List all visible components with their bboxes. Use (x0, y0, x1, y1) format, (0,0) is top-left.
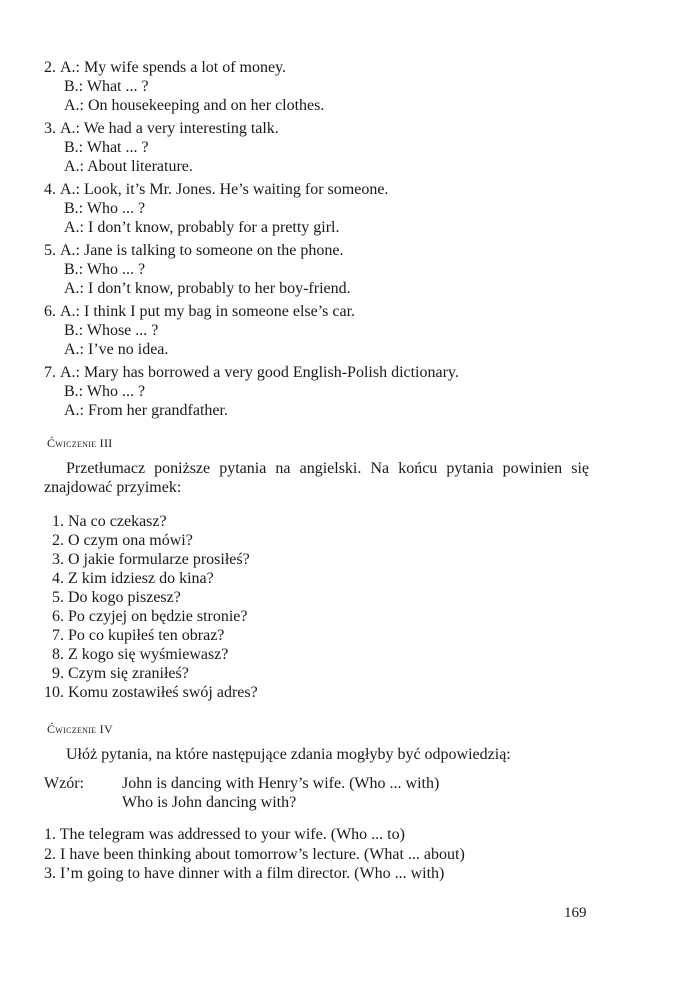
list-item: 6. Po czyjej on będzie stronie? (52, 608, 248, 625)
dialogue-line: 3. A.: We had a very interesting talk. (44, 120, 279, 137)
dialogue-line: B.: Who ... ? (64, 200, 146, 217)
dialogue-line: 2. A.: My wife spends a lot of money. (44, 59, 287, 76)
example-sentence: John is dancing with Henry’s wife. (Who ... with) (122, 775, 440, 792)
dialogue-line: B.: What ... ? (64, 78, 149, 95)
dialogue-line: B.: Who ... ? (64, 383, 146, 400)
list-item: 2. O czym ona mówi? (52, 532, 193, 549)
page-number: 169 (564, 905, 587, 921)
example-label: Wzór: (44, 775, 84, 792)
list-item: 8. Z kogo się wyśmiewasz? (52, 646, 229, 663)
list-item: 7. Po co kupiłeś ten obraz? (52, 627, 225, 644)
dialogue-line: A.: About literature. (64, 158, 193, 175)
dialogue-line: A.: I don’t know, probably for a pretty girl. (64, 219, 340, 236)
exercise-heading: Ćwiczenie III (47, 436, 113, 450)
dialogue-line: A.: From her grandfather. (64, 402, 228, 419)
dialogue-line: 6. A.: I think I put my bag in someone else’s car. (44, 303, 356, 320)
list-item: 4. Z kim idziesz do kina? (52, 570, 214, 587)
exercise-heading: Ćwiczenie IV (47, 722, 113, 736)
example-question: Who is John dancing with? (122, 794, 297, 811)
dialogue-line: A.: I’ve no idea. (64, 341, 169, 358)
dialogue-line: 5. A.: Jane is talking to someone on the phone. (44, 242, 344, 259)
dialogue-line: A.: On housekeeping and on her clothes. (64, 97, 325, 114)
dialogue-line: B.: What ... ? (64, 139, 149, 156)
list-item: 1. The telegram was addressed to your wife. (Who ... to) (44, 826, 405, 843)
exercise-instruction: Ułóż pytania, na które następujące zdania mogłyby być odpowiedzią: (66, 746, 511, 763)
dialogue-line: B.: Whose ... ? (64, 322, 159, 339)
dialogue-line: 7. A.: Mary has borrowed a very good English-Polish dictionary. (44, 364, 459, 381)
list-item: 5. Do kogo piszesz? (52, 589, 181, 606)
list-item: 1. Na co czekasz? (52, 513, 167, 530)
dialogue-line: A.: I don’t know, probably to her boy-friend. (64, 280, 351, 297)
list-item: 10. Komu zostawiłeś swój adres? (44, 684, 258, 701)
list-item: 3. O jakie formularze prosiłeś? (52, 551, 250, 568)
dialogue-line: B.: Who ... ? (64, 261, 146, 278)
list-item: 2. I have been thinking about tomorrow’s lecture. (What ... about) (44, 846, 465, 863)
list-item: 3. I’m going to have dinner with a film director. (Who ... with) (44, 865, 445, 882)
list-item: 9. Czym się zraniłeś? (52, 665, 189, 682)
exercise-instruction: Przetłumacz poniższe pytania na angielski. Na końcu pytania powinien się znajdować przyimek: (44, 460, 589, 496)
dialogue-line: 4. A.: Look, it’s Mr. Jones. He’s waiting for someone. (44, 181, 389, 198)
